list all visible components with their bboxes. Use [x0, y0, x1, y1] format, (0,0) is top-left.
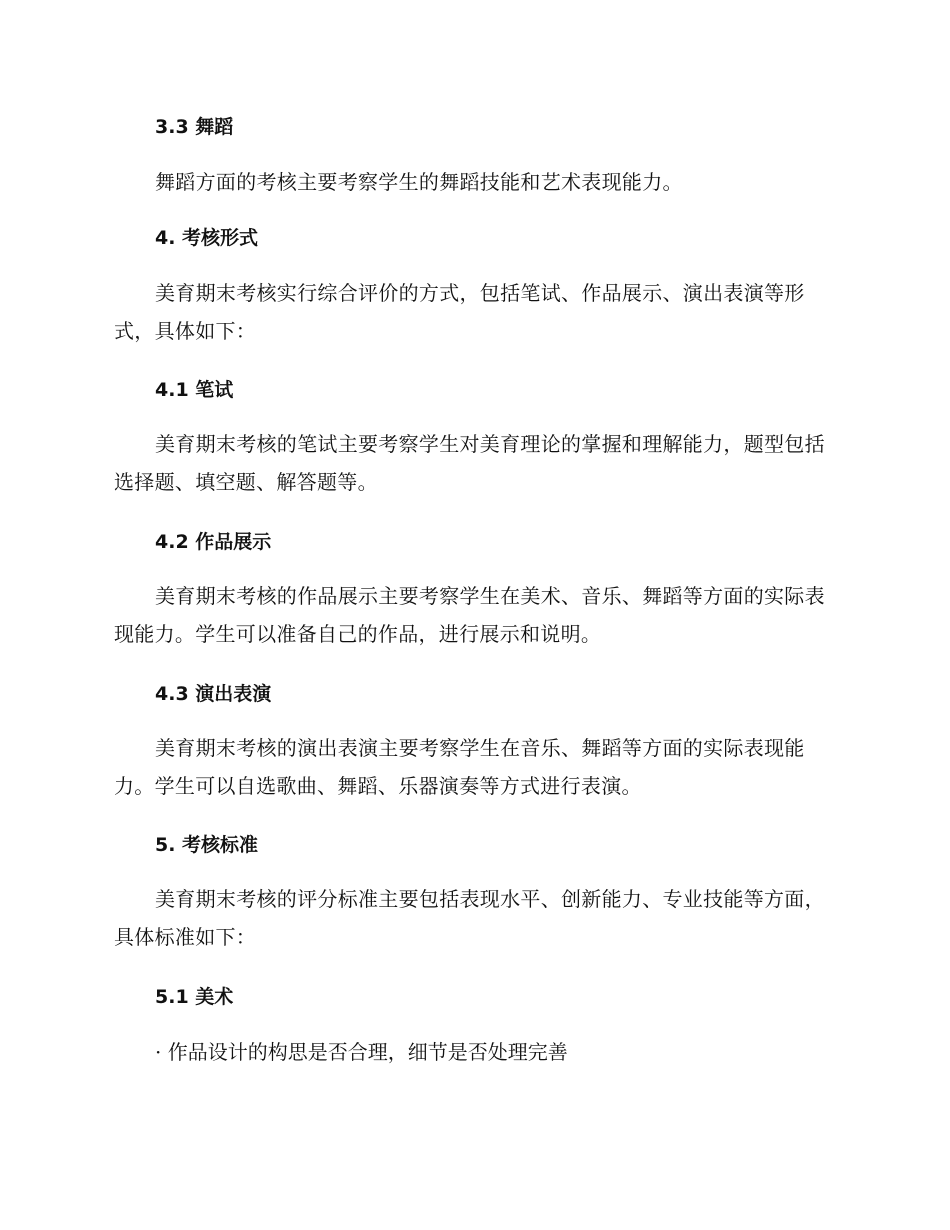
paragraph-3-3: 舞蹈方面的考核主要考察学生的舞蹈技能和艺术表现能力。: [155, 170, 683, 194]
section-heading-3-3: 3.3 舞蹈: [155, 116, 234, 138]
section-heading-4-3: 4.3 演出表演: [155, 683, 272, 705]
section-heading-4: 4. 考核形式: [155, 227, 259, 249]
paragraph-4-1: 美育期末考核的笔试主要考察学生对美育理论的掌握和理解能力，题型包括选择题、填空题、解答题等。: [114, 432, 825, 494]
section-heading-4-2: 4.2 作品展示: [155, 531, 272, 553]
section-heading-4-1: 4.1 笔试: [155, 379, 234, 401]
bullet-item: · 作品设计的构思是否合理，细节是否处理完善: [155, 1040, 568, 1064]
paragraph-4-2: 美育期末考核的作品展示主要考察学生在美术、音乐、舞蹈等方面的实际表现能力。学生可以准备自己的作品，进行展示和说明。: [114, 584, 825, 646]
section-heading-5-1: 5.1 美术: [155, 986, 234, 1008]
paragraph-5: 美育期末考核的评分标准主要包括表现水平、创新能力、专业技能等方面，具体标准如下：: [114, 887, 825, 949]
section-heading-5: 5. 考核标准: [155, 834, 259, 856]
paragraph-4-3: 美育期末考核的演出表演主要考察学生在音乐、舞蹈等方面的实际表现能力。学生可以自选歌曲、舞蹈、乐器演奏等方式进行表演。: [114, 736, 805, 798]
paragraph-4: 美育期末考核实行综合评价的方式，包括笔试、作品展示、演出表演等形式，具体如下：: [114, 281, 805, 343]
